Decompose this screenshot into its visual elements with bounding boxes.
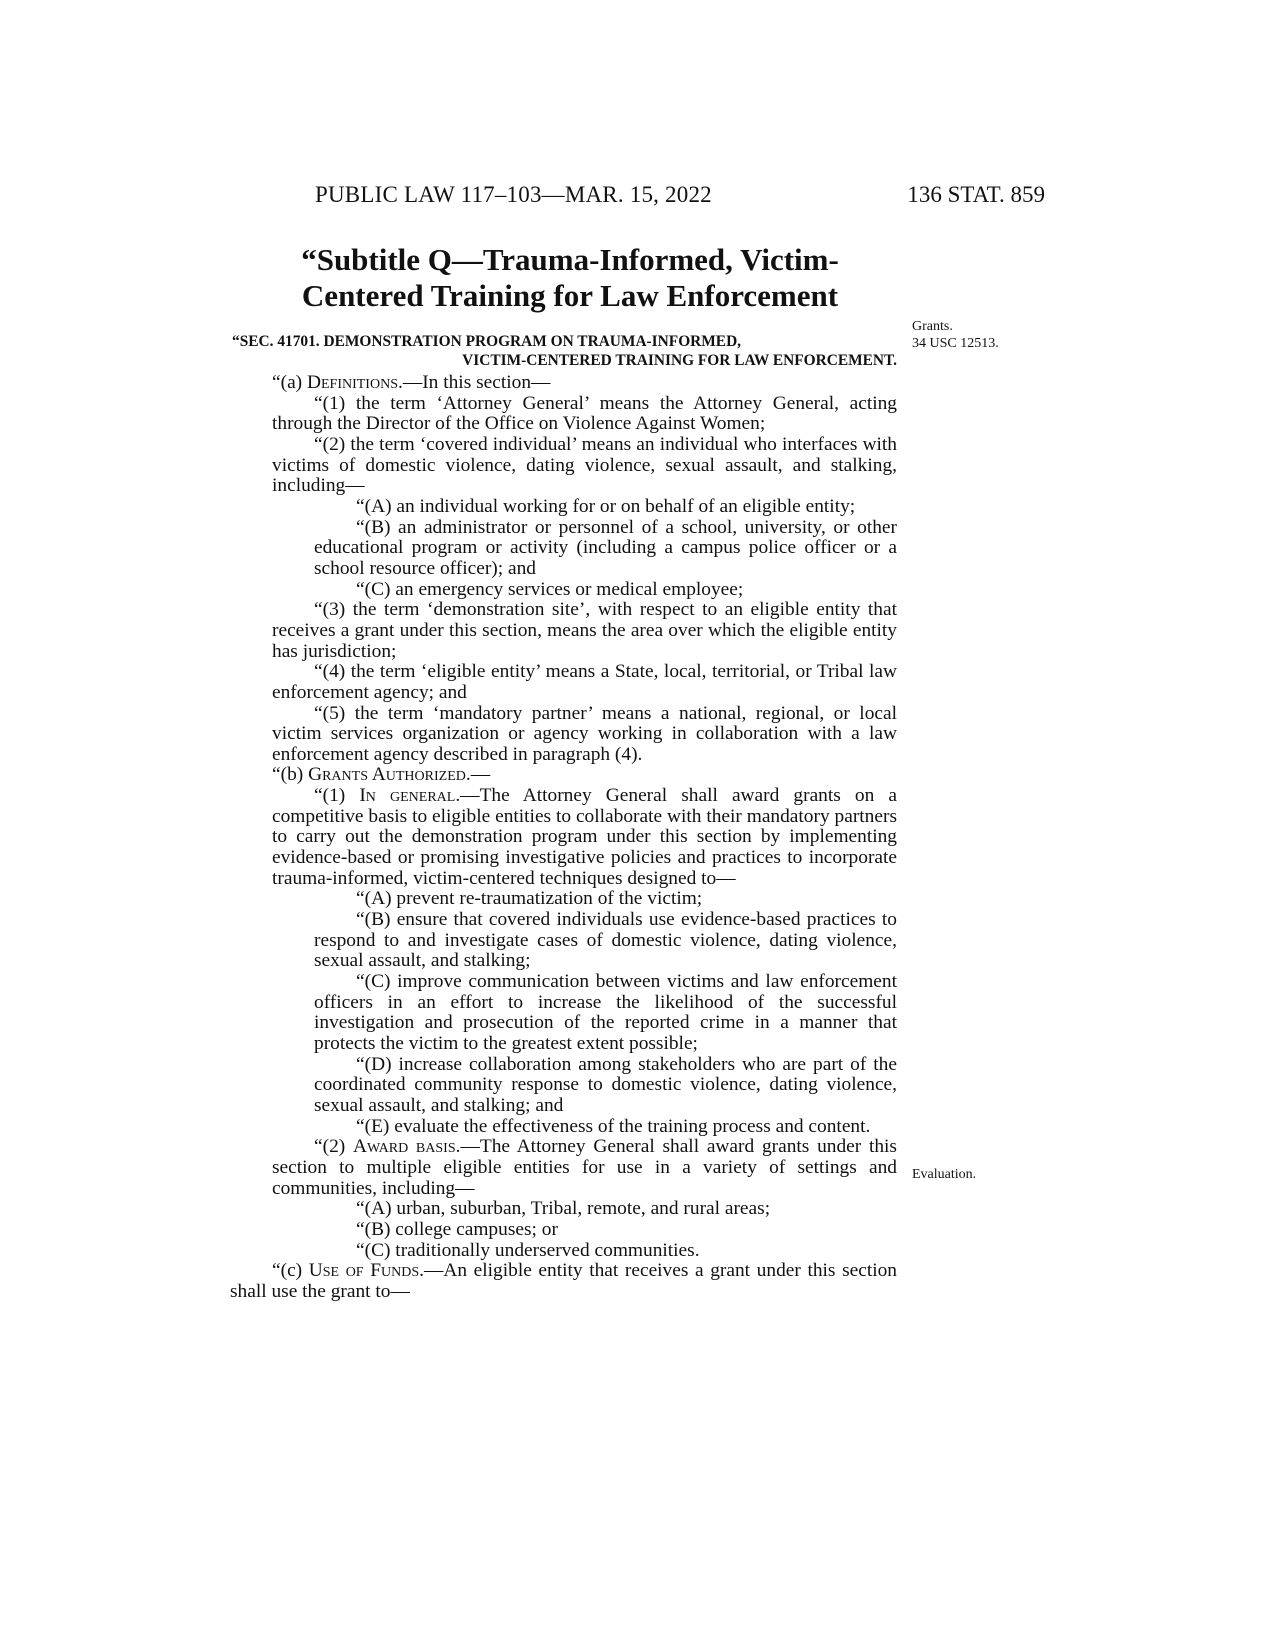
paragraph-b-2-C: “(C) traditionally underserved communities. — [356, 1239, 700, 1261]
paragraph-b-1-E: “(E) evaluate the effectiveness of the training process and content. — [356, 1115, 871, 1137]
margin-note-evaluation: Evaluation. — [912, 1167, 977, 1182]
section-heading-line-2: VICTIM-CENTERED TRAINING FOR LAW ENFORCEMENT. — [462, 352, 897, 369]
margin-note-usc-citation: 34 USC 12513. — [912, 336, 999, 351]
paragraph-a-definitions: “(a) Definitions.—In this section— — [272, 372, 551, 393]
heading-in-general: In general — [359, 785, 456, 807]
paragraph-b-1-D: “(D) increase collaboration among stakeholders who are part of the coordinated community response to domestic violence, dating violence, sexual assault, and stalking; and — [314, 1053, 897, 1116]
paragraph-b-1-A: “(A) prevent re-traumatization of the victim; — [356, 888, 703, 910]
heading-grants-authorized: Grants Authorized — [308, 764, 466, 786]
paragraph-b-2: “(2) Award basis.—The Attorney General shall award grants under this section to multiple eligible entities for use in a variety of settings and communities, including— — [272, 1136, 897, 1199]
heading-definitions: Definitions — [306, 372, 398, 393]
section-heading — [232, 332, 897, 370]
paragraph-b-1-C: “(C) improve communication between victims and law enforcement officers in an effort to increase the likelihood of the successful investigation and prosecution of the reported crime in a manner that protects the victim to the greatest extent possible; — [314, 971, 897, 1054]
paragraph-a-1: “(1) the term ‘Attorney General’ means the Attorney General, acting through the Director of the Office on Violence Against Women; — [272, 392, 897, 435]
paragraph-b-grants-authorized: “(b) Grants Authorized.— — [272, 764, 491, 786]
paragraph-a-2-B: “(B) an administrator or personnel of a school, university, or other educational program or activity (including a campus police officer or a school resource officer); and — [314, 516, 897, 579]
paragraph-a-2-C: “(C) an emergency services or medical employee; — [356, 578, 744, 600]
statute-body — [230, 373, 897, 1303]
paragraph-b-1: “(1) In general.—The Attorney General shall award grants on a competitive basis to eligible entities to collaborate with their mandatory partners to carry out the demonstration program under this section by implementing evidence-based or promising investigative policies and practices to incorporate trauma-informed, victim-centered techniques designed to— — [272, 785, 897, 889]
paragraph-b-1-B: “(B) ensure that covered individuals use evidence-based practices to respond to and investigate cases of domestic violence, dating violence, sexual assault, and stalking; — [314, 909, 897, 972]
margin-note-grants — [912, 318, 999, 352]
running-header-title: PUBLIC LAW 117–103—MAR. 15, 2022 — [315, 182, 712, 207]
page-number: 136 STAT. 859 — [907, 182, 1045, 207]
heading-use-of-funds: Use of Funds — [308, 1260, 420, 1282]
paragraph-c-use-of-funds: “(c) Use of Funds.—An eligible entity that receives a grant under this section shall use the grant to— — [230, 1260, 897, 1302]
paragraph-b-2-B: “(B) college campuses; or — [356, 1218, 558, 1240]
paragraph-a-5: “(5) the term ‘mandatory partner’ means a national, regional, or local victim services organization or agency working in collaboration with a law enforcement agency described in paragraph (4). — [272, 702, 897, 765]
paragraph-a-3: “(3) the term ‘demonstration site’, with respect to an eligible entity that receives a grant under this section, means the area over which the eligible entity has jurisdiction; — [272, 599, 897, 662]
paragraph-a-4: “(4) the term ‘eligible entity’ means a State, local, territorial, or Tribal law enforcement agency; and — [272, 661, 897, 703]
heading-award-basis: Award basis — [352, 1136, 456, 1158]
section-heading-line-1: “SEC. 41701. DEMONSTRATION PROGRAM ON TRAUMA-INFORMED, — [232, 333, 742, 350]
paragraph-a-2: “(2) the term ‘covered individual’ means an individual who interfaces with victims of domestic violence, dating violence, sexual assault, and stalking, including— — [272, 433, 897, 497]
subtitle-heading — [230, 242, 910, 314]
margin-note-grants-label: Grants. — [912, 319, 953, 334]
paragraph-a-2-A: “(A) an individual working for or on behalf of an eligible entity; — [356, 495, 856, 517]
paragraph-b-2-A: “(A) urban, suburban, Tribal, remote, and rural areas; — [356, 1198, 771, 1220]
subtitle-line-2: Centered Training for Law Enforcement — [301, 278, 839, 313]
subtitle-line-1: “Subtitle Q—Trauma-Informed, Victim- — [301, 242, 839, 277]
